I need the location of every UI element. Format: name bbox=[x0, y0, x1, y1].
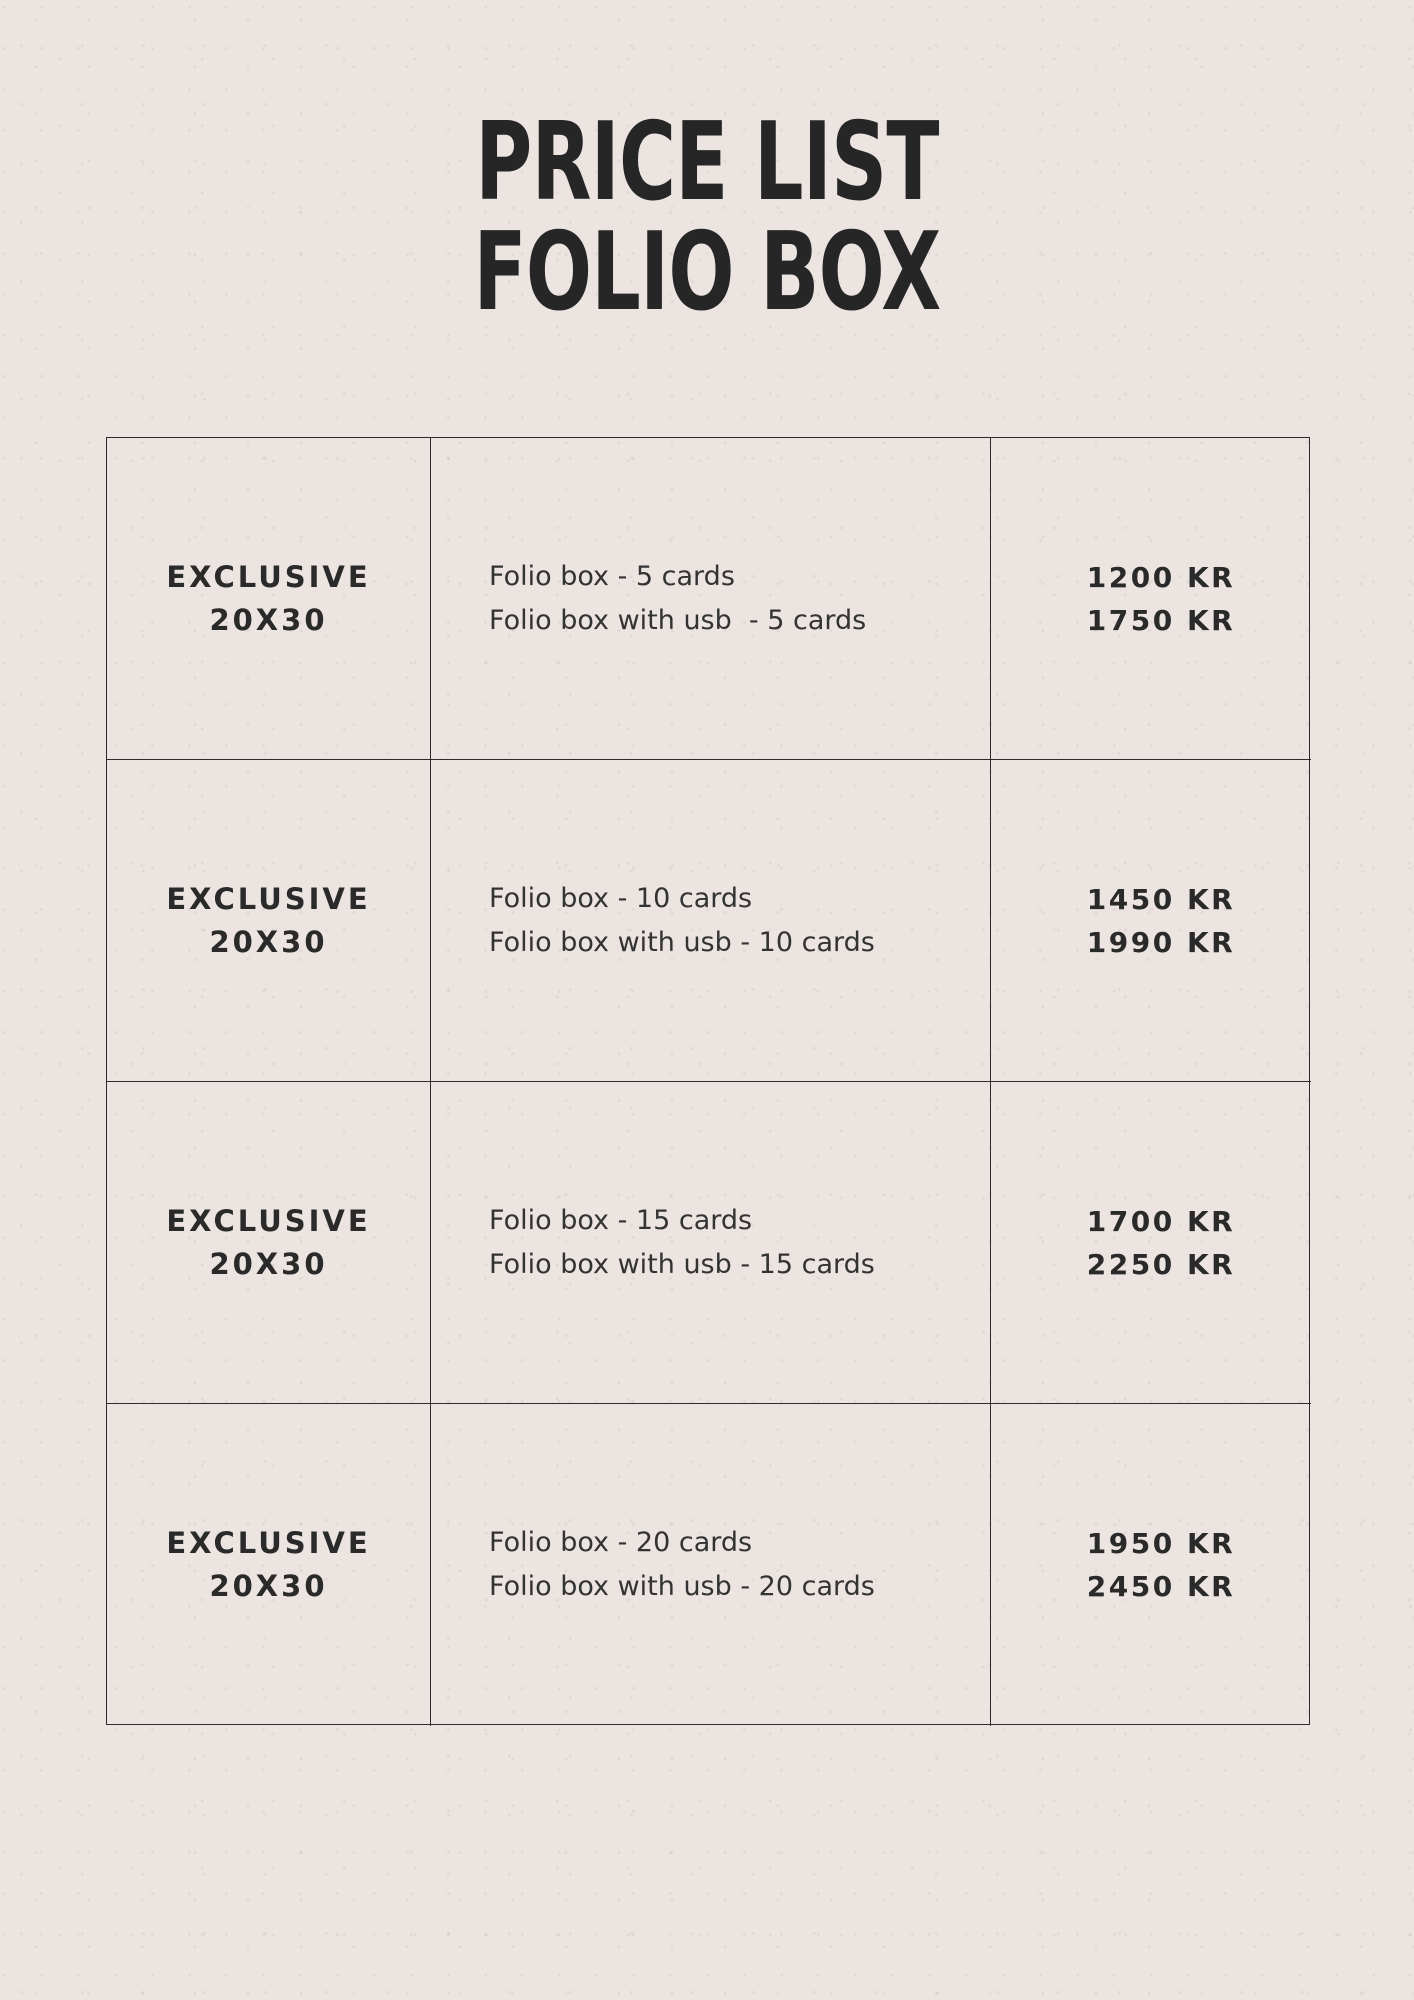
row-4-options bbox=[431, 1404, 991, 1726]
row-2-option-2: Folio box with usb - 10 cards bbox=[489, 926, 875, 958]
row-1-price-2: 1750 KR bbox=[1086, 603, 1236, 637]
page-title-line-2: FOLIO BOX bbox=[473, 210, 941, 335]
row-3-options bbox=[431, 1082, 991, 1404]
row-1-size-label bbox=[107, 438, 431, 760]
row-3-prices bbox=[991, 1082, 1311, 1404]
row-3-label-line-1: EXCLUSIVE bbox=[166, 1203, 371, 1238]
row-2-label-line-2: 20X30 bbox=[209, 924, 328, 959]
row-3-option-1: Folio box - 15 cards bbox=[489, 1204, 753, 1236]
row-2-prices bbox=[991, 760, 1311, 1082]
row-1-prices bbox=[991, 438, 1311, 760]
row-1-label-line-2: 20X30 bbox=[209, 602, 328, 637]
row-3-option-2: Folio box with usb - 15 cards bbox=[489, 1248, 875, 1280]
row-4-price-1: 1950 KR bbox=[1086, 1527, 1236, 1560]
row-2-options bbox=[431, 760, 991, 1082]
row-1-options bbox=[431, 438, 991, 760]
row-2-label-line-1: EXCLUSIVE bbox=[166, 881, 371, 916]
row-4-option-1: Folio box - 20 cards bbox=[489, 1527, 753, 1558]
row-4-label-line-2: 20X30 bbox=[209, 1569, 328, 1603]
page-title-line-1: PRICE LIST bbox=[475, 100, 939, 225]
row-3-label-line-2: 20X30 bbox=[209, 1246, 328, 1281]
row-2-size-label bbox=[107, 760, 431, 1082]
row-3-size-label bbox=[107, 1082, 431, 1404]
row-2-option-1: Folio box - 10 cards bbox=[489, 882, 753, 914]
row-4-prices bbox=[991, 1404, 1311, 1726]
row-4-option-2: Folio box with usb - 20 cards bbox=[489, 1571, 875, 1602]
row-4-price-2: 2450 KR bbox=[1086, 1570, 1236, 1603]
row-3-price-2: 2250 KR bbox=[1086, 1247, 1236, 1281]
row-2-price-1: 1450 KR bbox=[1086, 882, 1236, 916]
row-1-option-2: Folio box with usb - 5 cards bbox=[489, 604, 867, 636]
row-2-price-2: 1990 KR bbox=[1086, 925, 1236, 959]
row-1-option-1: Folio box - 5 cards bbox=[489, 560, 735, 592]
row-3-price-1: 1700 KR bbox=[1086, 1204, 1236, 1238]
price-table bbox=[106, 437, 1310, 1725]
row-4-size-label bbox=[107, 1404, 431, 1726]
row-1-label-line-1: EXCLUSIVE bbox=[166, 559, 371, 594]
row-4-label-line-1: EXCLUSIVE bbox=[166, 1526, 371, 1560]
page-title bbox=[0, 100, 1414, 335]
row-1-price-1: 1200 KR bbox=[1086, 560, 1236, 594]
